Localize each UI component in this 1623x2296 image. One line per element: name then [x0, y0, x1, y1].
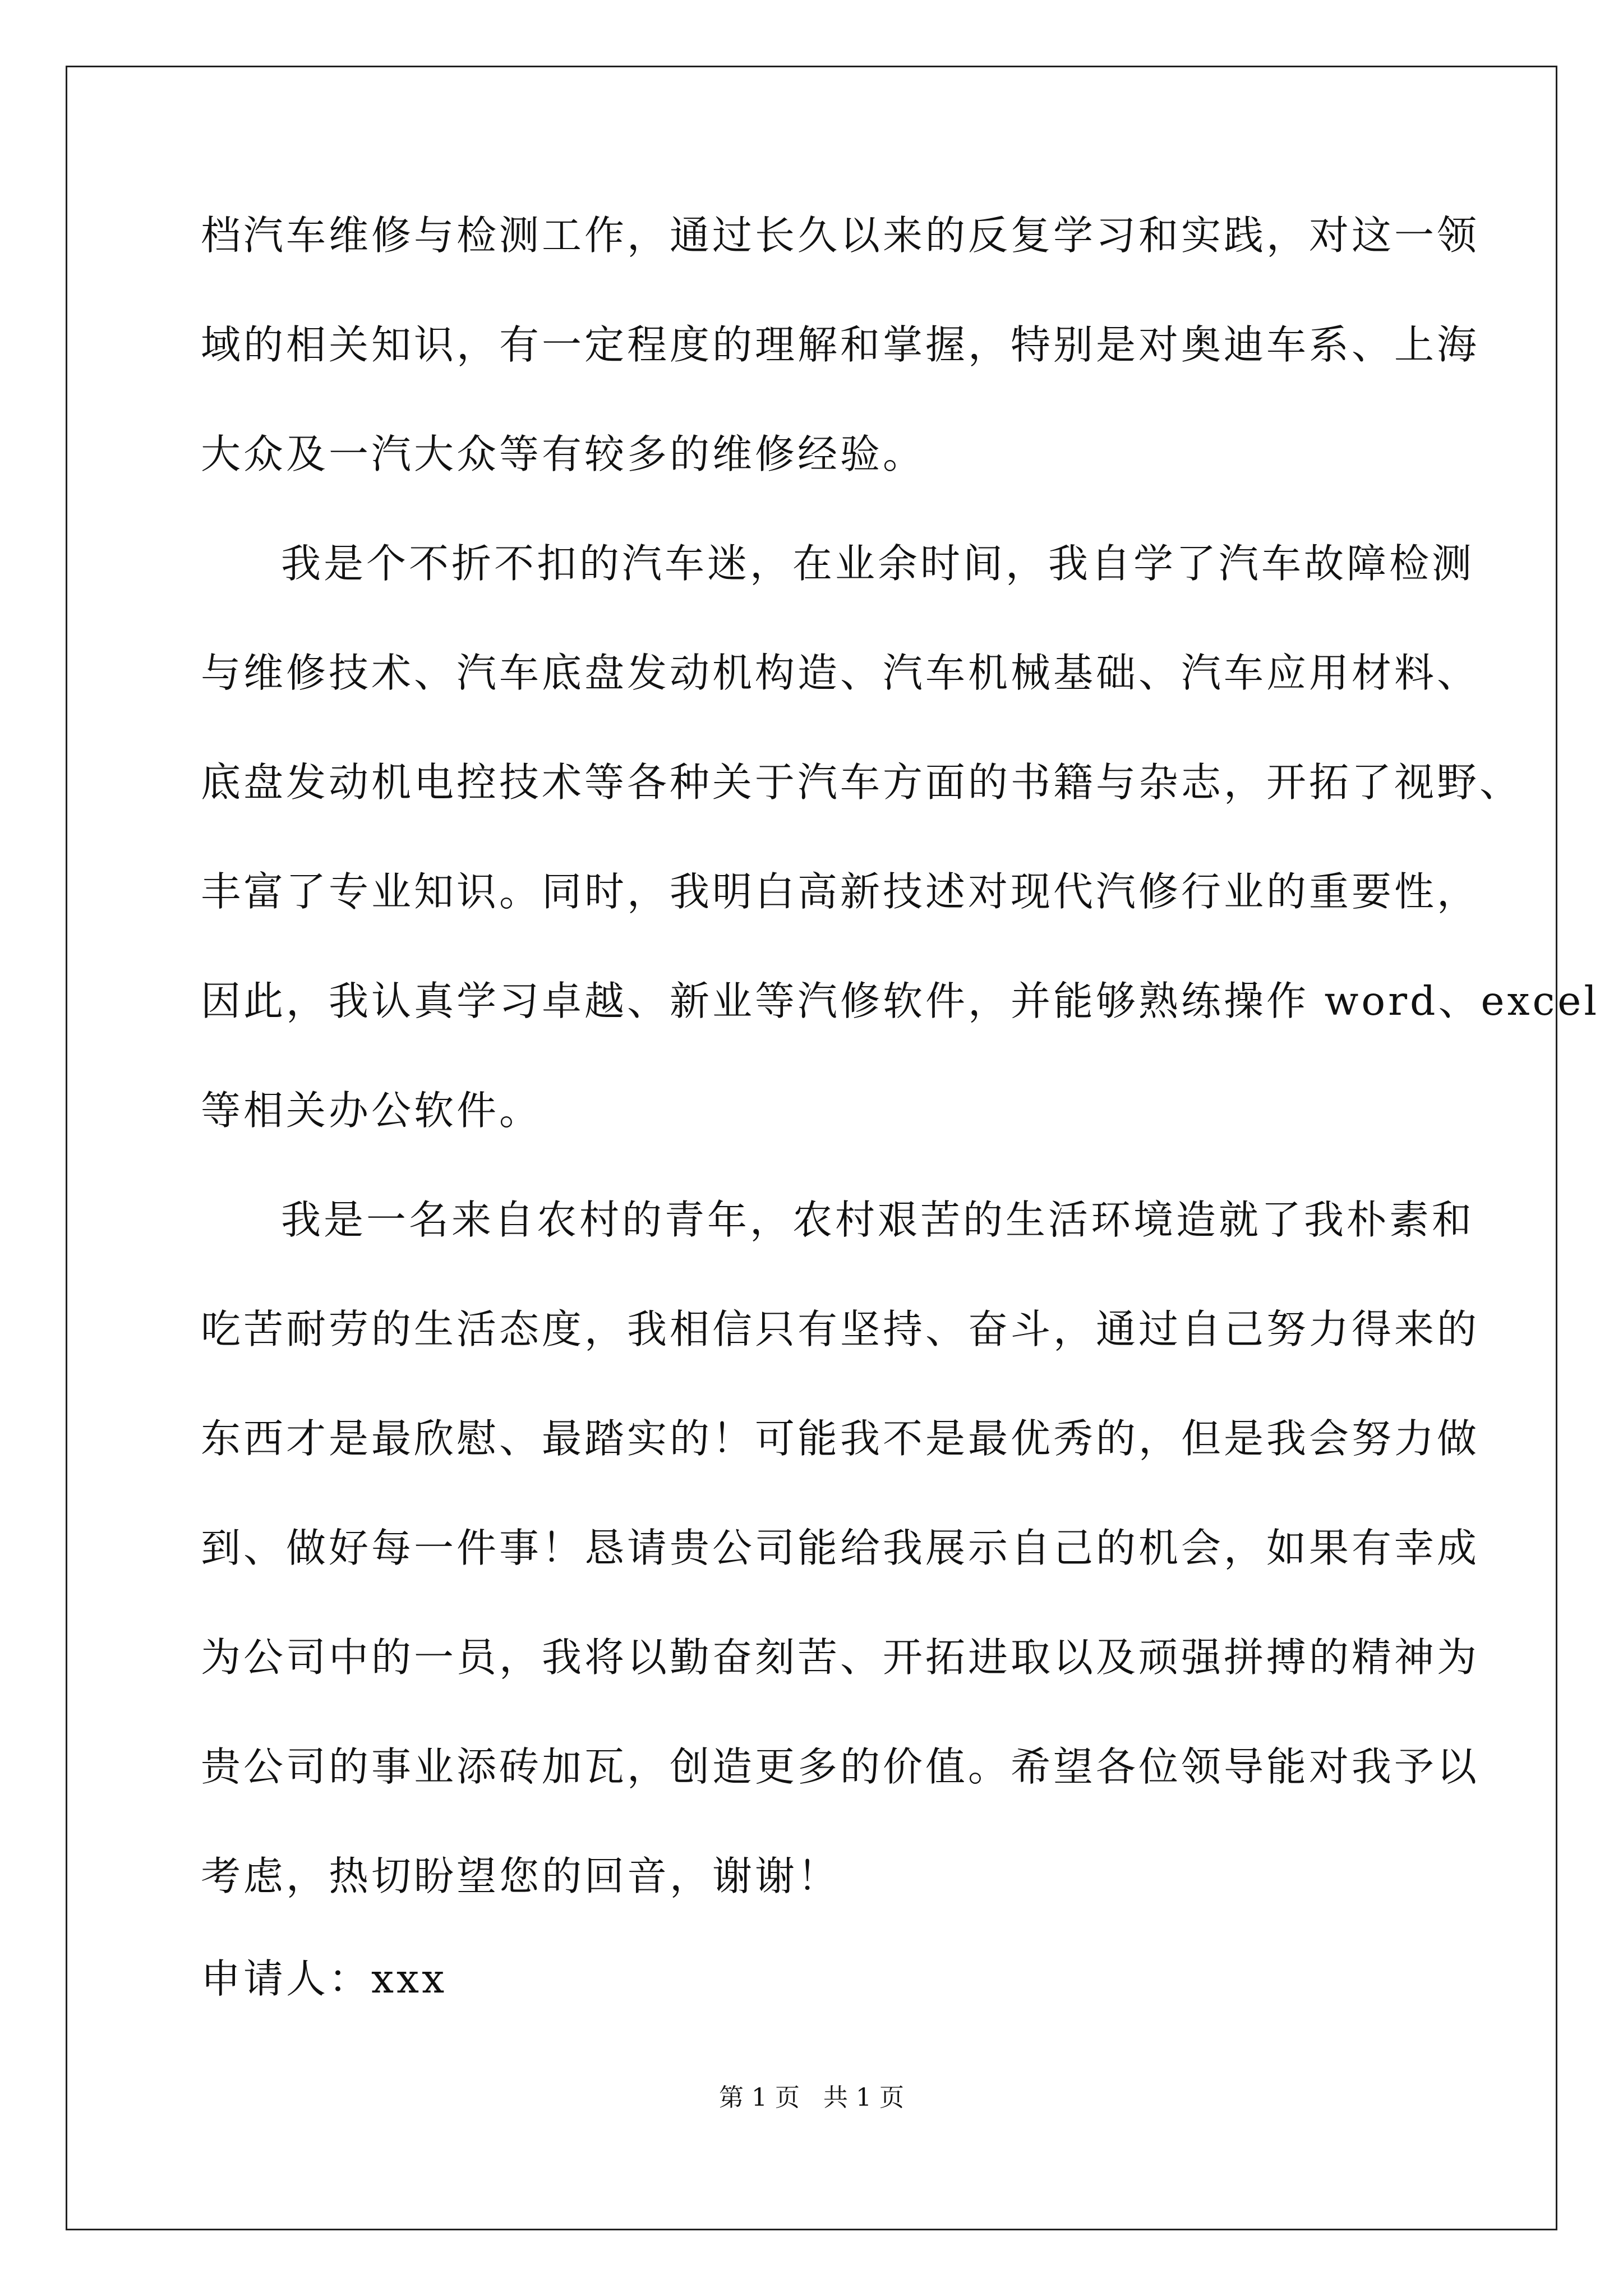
paragraph-1-line-3: 大众及一汽大众等有较多的维修经验。: [201, 431, 926, 477]
paragraph-2-line-5: 因此，我认真学习卓越、新业等汽修软件，并能够熟练操作 word、excel: [201, 978, 1600, 1024]
paragraph-3-line-3: 东西才是最欣慰、最踏实的！可能我不是最优秀的，但是我会努力做: [201, 1415, 1480, 1462]
paragraph-1-line-1: 档汽车维修与检测工作，通过长久以来的反复学习和实践，对这一领: [201, 212, 1480, 259]
paragraph-2-line-4: 丰富了专业知识。同时，我明白高新技述对现代汽修行业的重要性，: [201, 868, 1480, 915]
signature-line: 申请人：xxx: [201, 1955, 448, 2002]
paragraph-2-line-6: 等相关办公软件。: [201, 1087, 542, 1134]
paragraph-2-line-2: 与维修技术、汽车底盘发动机构造、汽车机械基础、汽车应用材料、: [201, 650, 1480, 696]
paragraph-3-line-4: 到、做好每一件事！恳请贵公司能给我展示自己的机会，如果有幸成: [201, 1525, 1480, 1571]
paragraph-3-line-2: 吃苦耐劳的生活态度，我相信只有坚持、奋斗，通过自己努力得来的: [201, 1306, 1480, 1352]
paragraph-1-line-2: 域的相关知识，有一定程度的理解和掌握，特别是对奥迪车系、上海: [201, 321, 1480, 368]
paragraph-3-line-1: 我是一名来自农村的青年，农村艰苦的生活环境造就了我朴素和: [281, 1197, 1475, 1243]
page-border: [66, 66, 1557, 2230]
paragraph-3-line-5: 为公司中的一员，我将以勤奋刻苦、开拓进取以及顽强拼搏的精神为: [201, 1634, 1480, 1681]
paragraph-3-line-7: 考虑，热切盼望您的回音，谢谢！: [201, 1853, 841, 1899]
paragraph-2-line-3: 底盘发动机电控技术等各种关于汽车方面的书籍与杂志，开拓了视野、: [201, 759, 1523, 806]
page-number-footer: 第 1 页 共 1 页: [719, 2083, 904, 2112]
paragraph-3-line-6: 贵公司的事业添砖加瓦，创造更多的价值。希望各位领导能对我予以: [201, 1743, 1480, 1790]
paragraph-2-line-1: 我是个不折不扣的汽车迷，在业余时间，我自学了汽车故障检测: [281, 540, 1475, 587]
